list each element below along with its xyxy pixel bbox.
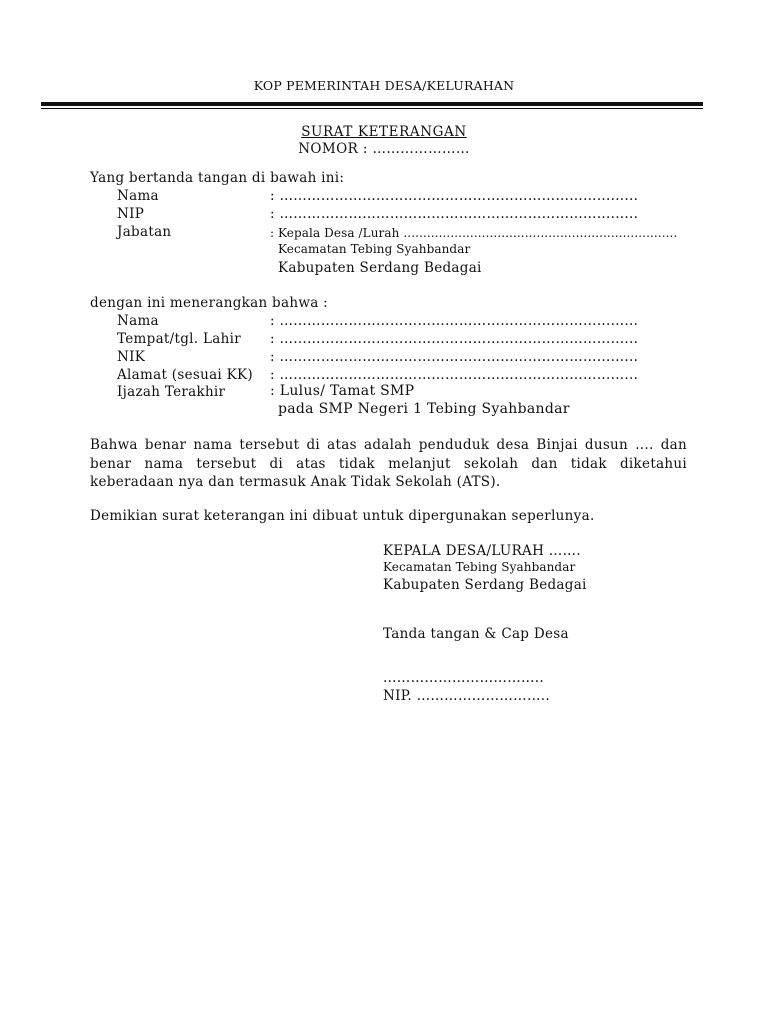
subject-nik-value: : ……………………………………………………………......... xyxy=(270,349,639,365)
subject-ijazah-school: pada SMP Negeri 1 Tebing Syahbandar xyxy=(278,401,570,417)
signature-nip: NIP. ……………………….. xyxy=(383,688,550,704)
subject-nik-label: NIK xyxy=(117,349,146,365)
signer-jabatan-label: Jabatan xyxy=(117,224,172,240)
signer-jabatan-value: : Kepala Desa /Lurah ...................................................................... xyxy=(270,226,678,240)
signer-nip-value: : ……………………………………………………………......... xyxy=(270,206,639,222)
signature-name-line: …………………………….. xyxy=(383,670,544,686)
signer-name-label: Nama xyxy=(117,188,159,204)
signer-nip-label: NIP xyxy=(117,206,145,222)
signer-name-value: : ……………………………………………………………......... xyxy=(270,188,639,204)
document-number: NOMOR : ………………… xyxy=(298,141,470,157)
subject-name-label: Nama xyxy=(117,313,159,329)
document-title-text: SURAT KETERANGAN xyxy=(301,124,467,140)
subject-address-value: : ……………………………………………………………......... xyxy=(270,367,639,383)
subject-ijazah-label: Ijazah Terakhir xyxy=(117,384,226,400)
signer-jabatan-kabupaten: Kabupaten Serdang Bedagai xyxy=(278,260,482,276)
signer-jabatan-kecamatan: Kecamatan Tebing Syahbandar xyxy=(278,242,471,256)
document-title xyxy=(0,124,768,140)
body-paragraph-statement: Bahwa benar nama tersebut di atas adalah penduduk desa Binjai dusun .... dan benar nama tersebut di atas tidak melanjut sekolah dan tidak diketahui keberadaan nya dan termasuk Anak Tidak Sekolah (ATS). xyxy=(90,437,687,490)
signature-kabupaten: Kabupaten Serdang Bedagai xyxy=(383,577,587,593)
body-paragraph-closing: Demikian surat keterangan ini dibuat untuk dipergunakan seperlunya. xyxy=(90,508,595,524)
subject-intro: dengan ini menerangkan bahwa : xyxy=(90,295,328,311)
letterhead-title: KOP PEMERINTAH DESA/KELURAHAN xyxy=(253,78,515,93)
letterhead-thick-rule xyxy=(41,102,703,106)
signature-stamp-note: Tanda tangan & Cap Desa xyxy=(383,626,569,642)
subject-birth-value: : ……………………………………………………………......... xyxy=(270,331,639,347)
signature-title: KEPALA DESA/LURAH ……. xyxy=(383,543,581,559)
subject-name-value: : ……………………………………………………………......... xyxy=(270,313,639,329)
subject-birth-label: Tempat/tgl. Lahir xyxy=(117,331,241,347)
signer-intro: Yang bertanda tangan di bawah ini: xyxy=(90,170,345,186)
subject-ijazah-value: : Lulus/ Tamat SMP xyxy=(270,383,415,399)
subject-address-label: Alamat (sesuai KK) xyxy=(117,367,253,383)
signature-kecamatan: Kecamatan Tebing Syahbandar xyxy=(383,560,576,574)
letterhead-thin-rule xyxy=(41,108,703,109)
